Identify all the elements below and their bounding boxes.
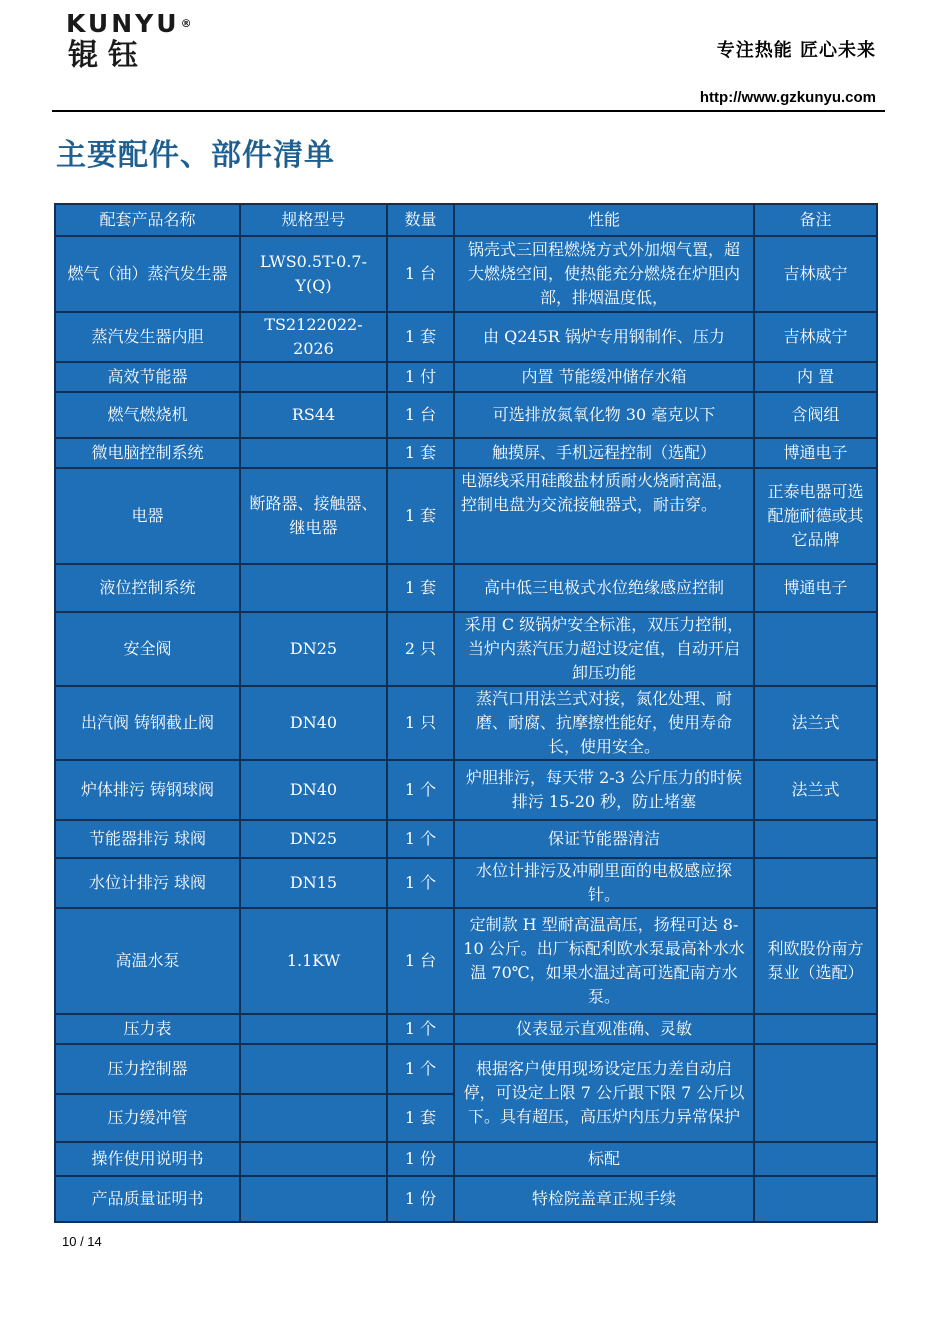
header-qty: 数量	[387, 204, 454, 236]
cell-qty: 1 套	[387, 468, 454, 564]
cell-note	[754, 1176, 877, 1222]
cell-performance: 由 Q245R 锅炉专用钢制作、压力	[454, 312, 754, 362]
page-number: 10 / 14	[62, 1234, 102, 1249]
cell-name: 燃气燃烧机	[55, 392, 240, 438]
cell-name: 燃气（油）蒸汽发生器	[55, 236, 240, 312]
cell-qty: 1 个	[387, 1044, 454, 1094]
cell-spec: RS44	[240, 392, 387, 438]
cell-note	[754, 1044, 877, 1142]
cell-qty: 1 个	[387, 760, 454, 820]
header-note: 备注	[754, 204, 877, 236]
cell-name: 高温水泵	[55, 908, 240, 1014]
cell-performance: 定制款 H 型耐高温高压，扬程可达 8-10 公斤。出厂标配利欧水泵最高补水水温 70℃，如果水温过高可选配南方水泵。	[454, 908, 754, 1014]
cell-note: 博通电子	[754, 564, 877, 612]
registered-mark: ®	[180, 17, 192, 30]
cell-performance: 电源线采用硅酸盐材质耐火烧耐高温，控制电盘为交流接触器式，耐击穿。	[454, 468, 754, 564]
cell-note: 含阀组	[754, 392, 877, 438]
cell-spec	[240, 1176, 387, 1222]
cell-spec: 断路器、接触器、继电器	[240, 468, 387, 564]
cell-spec: 1.1KW	[240, 908, 387, 1014]
cell-performance: 触摸屏、手机远程控制（选配）	[454, 438, 754, 468]
cell-spec	[240, 1014, 387, 1044]
cell-spec	[240, 362, 387, 392]
cell-name: 高效节能器	[55, 362, 240, 392]
cell-name: 压力表	[55, 1014, 240, 1044]
cell-qty: 1 套	[387, 438, 454, 468]
header-spec: 规格型号	[240, 204, 387, 236]
table-row	[55, 392, 877, 438]
cell-qty: 1 个	[387, 820, 454, 858]
cell-spec	[240, 1094, 387, 1142]
cell-name: 操作使用说明书	[55, 1142, 240, 1176]
cell-note	[754, 1142, 877, 1176]
table-row	[55, 236, 877, 312]
cell-name: 安全阀	[55, 612, 240, 686]
cell-name: 压力控制器	[55, 1044, 240, 1094]
cell-note: 正泰电器可选配施耐德或其它品牌	[754, 468, 877, 564]
cell-performance: 标配	[454, 1142, 754, 1176]
cell-name: 炉体排污 铸钢球阀	[55, 760, 240, 820]
cell-note	[754, 612, 877, 686]
cell-note: 吉林威宁	[754, 312, 877, 362]
cell-name: 水位计排污 球阀	[55, 858, 240, 908]
parts-table	[54, 203, 878, 1223]
cell-qty: 1 台	[387, 236, 454, 312]
table-row	[55, 1176, 877, 1222]
table-row	[55, 1044, 877, 1094]
cell-qty: 1 份	[387, 1176, 454, 1222]
table-row	[55, 1014, 877, 1044]
cell-spec: DN25	[240, 820, 387, 858]
cell-name: 出汽阀 铸钢截止阀	[55, 686, 240, 760]
cell-qty: 1 付	[387, 362, 454, 392]
table-row	[55, 686, 877, 760]
cell-name: 压力缓冲管	[55, 1094, 240, 1142]
table-row	[55, 1142, 877, 1176]
cell-note	[754, 1014, 877, 1044]
cell-qty: 1 台	[387, 908, 454, 1014]
table-row	[55, 362, 877, 392]
table-row	[55, 908, 877, 1014]
cell-name: 电器	[55, 468, 240, 564]
cell-name: 微电脑控制系统	[55, 438, 240, 468]
slogan: 专注热能 匠心未来	[716, 40, 876, 61]
cell-performance: 特检院盖章正规手续	[454, 1176, 754, 1222]
header-performance: 性能	[454, 204, 754, 236]
cell-spec: DN15	[240, 858, 387, 908]
cell-spec: DN25	[240, 612, 387, 686]
table-row	[55, 564, 877, 612]
cell-performance: 水位计排污及冲刷里面的电极感应探针。	[454, 858, 754, 908]
cell-name: 液位控制系统	[55, 564, 240, 612]
table-row	[55, 312, 877, 362]
logo-text-en: KUNYU	[66, 9, 180, 38]
cell-qty: 1 套	[387, 1094, 454, 1142]
cell-performance: 蒸汽口用法兰式对接，氮化处理、耐磨、耐腐、抗摩擦性能好，使用寿命长，使用安全。	[454, 686, 754, 760]
cell-note: 博通电子	[754, 438, 877, 468]
cell-qty: 1 个	[387, 1014, 454, 1044]
cell-qty: 1 套	[387, 564, 454, 612]
cell-note	[754, 820, 877, 858]
company-logo	[66, 10, 216, 74]
logo-text-cn: 锟钰	[68, 38, 148, 73]
cell-spec: TS2122022-2026	[240, 312, 387, 362]
cell-name: 节能器排污 球阀	[55, 820, 240, 858]
cell-note: 利欧股份南方泵业（选配）	[754, 908, 877, 1014]
cell-performance: 仪表显示直观准确、灵敏	[454, 1014, 754, 1044]
cell-spec	[240, 438, 387, 468]
cell-spec	[240, 1044, 387, 1094]
table-row	[55, 468, 877, 564]
table-row	[55, 820, 877, 858]
website-url[interactable]: http://www.gzkunyu.com	[699, 89, 876, 106]
cell-performance: 高中低三电极式水位绝缘感应控制	[454, 564, 754, 612]
table-row	[55, 760, 877, 820]
cell-name: 产品质量证明书	[55, 1176, 240, 1222]
cell-performance: 保证节能器清洁	[454, 820, 754, 858]
cell-performance: 根据客户使用现场设定压力差自动启停，可设定上限 7 公斤跟下限 7 公斤以下。具有超压，高压炉内压力异常保护	[454, 1044, 754, 1142]
table-row	[55, 438, 877, 468]
header-name: 配套产品名称	[55, 204, 240, 236]
cell-note: 法兰式	[754, 686, 877, 760]
cell-note: 法兰式	[754, 760, 877, 820]
page-title: 主要配件、部件清单	[56, 138, 335, 173]
cell-qty: 1 套	[387, 312, 454, 362]
header-divider	[52, 110, 885, 112]
cell-note: 吉林威宁	[754, 236, 877, 312]
cell-performance: 炉胆排污，每天带 2-3 公斤压力的时候排污 15-20 秒，防止堵塞	[454, 760, 754, 820]
cell-note	[754, 858, 877, 908]
table-row	[55, 858, 877, 908]
cell-spec: DN40	[240, 760, 387, 820]
table-row	[55, 612, 877, 686]
cell-performance: 可选排放氮氧化物 30 毫克以下	[454, 392, 754, 438]
cell-qty: 2 只	[387, 612, 454, 686]
cell-note: 内 置	[754, 362, 877, 392]
cell-spec	[240, 564, 387, 612]
table-header-row	[55, 204, 877, 236]
cell-performance: 内置 节能缓冲储存水箱	[454, 362, 754, 392]
cell-spec: DN40	[240, 686, 387, 760]
cell-qty: 1 个	[387, 858, 454, 908]
cell-performance: 采用 C 级锅炉安全标准，双压力控制，当炉内蒸汽压力超过设定值，自动开启卸压功能	[454, 612, 754, 686]
cell-spec	[240, 1142, 387, 1176]
cell-qty: 1 台	[387, 392, 454, 438]
cell-spec: LWS0.5T-0.7-Y(Q)	[240, 236, 387, 312]
cell-qty: 1 只	[387, 686, 454, 760]
cell-performance: 锅壳式三回程燃烧方式外加烟气置，超大燃烧空间，使热能充分燃烧在炉胆内部，排烟温度低，	[454, 236, 754, 312]
cell-qty: 1 份	[387, 1142, 454, 1176]
cell-name: 蒸汽发生器内胆	[55, 312, 240, 362]
